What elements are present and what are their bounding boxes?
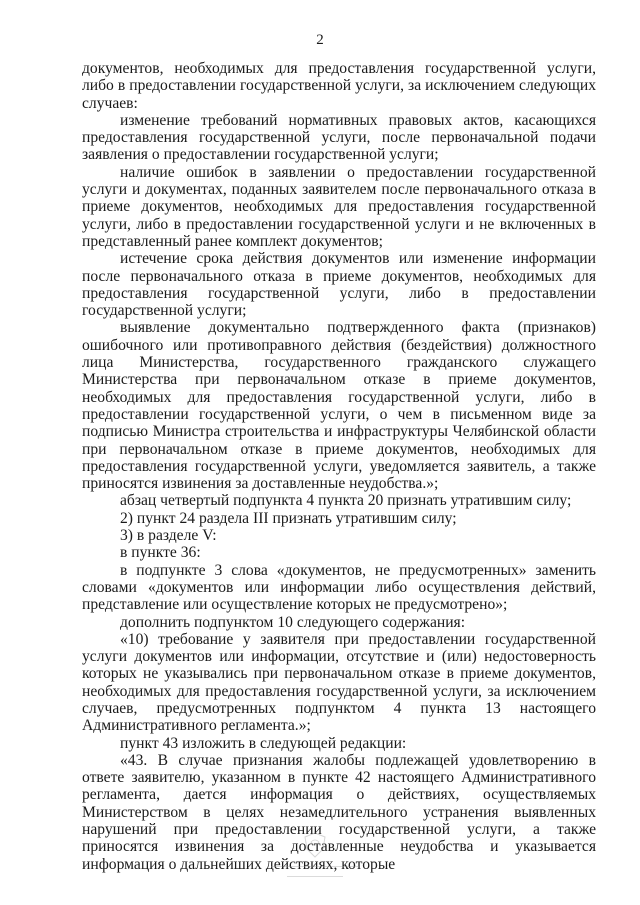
paragraph: в подпункте 3 слова «документов, не предусмотренных» заменить словами «документов или информации либо осуществления действий, представление или осуществление которых не предусмотрено»; — [82, 561, 596, 614]
paragraph: «43. В случае признания жалобы подлежащей удовлетворению в ответе заявителю, указанном в пункте 42 настоящего Административного регламента, дается информация о действиях, осуществляемых Министерством в целях незамедлительного устранения выявленных нарушений при предоставлении государственной услуги, а также приносятся извинения за доставленные неудобства и указывается информация о дальнейших действиях, которые — [82, 751, 596, 873]
faint-seal-watermark — [265, 832, 365, 892]
paragraph: пункт 43 изложить в следующей редакции: — [120, 734, 407, 752]
paragraph: «10) требование у заявителя при предоставлении государственной услуги документов или информации, отсутствие и (или) недостоверность которых не указывались при первоначальном отказе в приеме документов, необходимых для предоставления государственной услуги, за исключением случаев, предусмотренных подпунктом 4 пункта 13 настоящего Административного регламента.»; — [82, 630, 596, 735]
paragraph: 2) пункт 24 раздела III признать утратившим силу; — [120, 509, 457, 527]
paragraph: документов, необходимых для предоставления государственной услуги, либо в предоставлении государственной услуги, за исключением следующих случаев: — [82, 60, 596, 112]
paragraph: 3) в разделе V: — [120, 527, 217, 545]
document-body — [82, 60, 596, 873]
emblem-icon — [303, 832, 327, 858]
paragraph: дополнить подпунктом 10 следующего содержания: — [120, 613, 466, 631]
paragraph: в пункте 36: — [120, 544, 201, 562]
paragraph: выявление документально подтвержденного факта (признаков) ошибочного или противоправного действия (бездействия) должностного лица Министерства, государственного гражданского служащего Министерства при первоначальном отказе в приеме документов, необходимых для предоставления государственной услуги, либо в предоставлении государственной услуги, о чем в письменном виде за подписью Министра строительства и инфраструктуры Челябинской области при первоначальном отказе в приеме документов, необходимых для предоставления государственной услуги, уведомляется заявитель, а также приносятся извинения за доставленные неудобства.»; — [82, 319, 596, 493]
paragraph: изменение требований нормативных правовых актов, касающихся предоставления государственной услуги, после первоначальной подачи заявления о предоставлении государственной услуги; — [82, 111, 596, 164]
paragraph: истечение срока действия документов или изменение информации после первоначального отказа в приеме документов, необходимых для предоставления государственной услуги, либо в предоставлении государственной услуги; — [82, 250, 596, 320]
paragraph: наличие ошибок в заявлении о предоставлении государственной услуги и документах, поданных заявителем после первоначального отказа в приеме документов, необходимых для предоставления государственной услуги, либо в предоставлении государственной услуги и не включенных в представленный ранее комплект документов; — [82, 163, 596, 250]
page-number: 2 — [316, 32, 324, 48]
paragraph: абзац четвертый подпункта 4 пункта 20 признать утратившим силу; — [120, 492, 572, 510]
